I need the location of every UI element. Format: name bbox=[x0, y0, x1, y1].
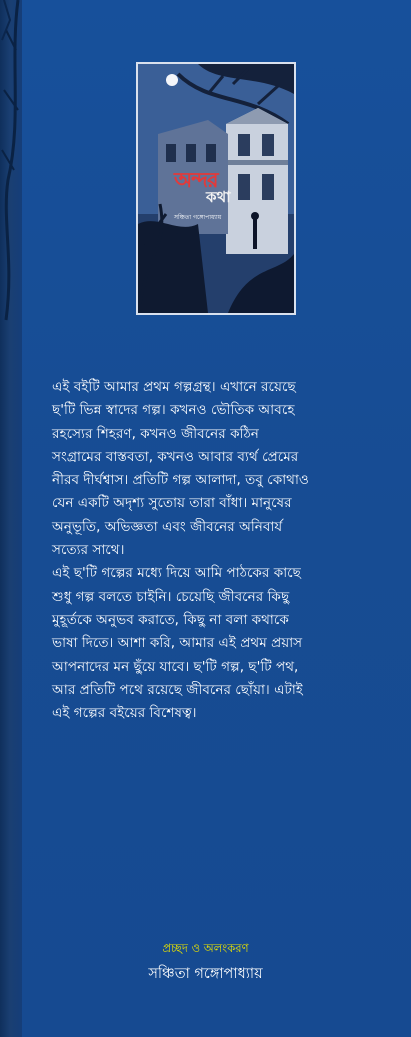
branch-decoration bbox=[0, 0, 22, 1037]
cover-thumbnail bbox=[136, 62, 296, 315]
cover-subtitle: কথা bbox=[206, 188, 231, 206]
cover-author: সঞ্চিতা গঙ্গোপাধ্যায় bbox=[174, 214, 222, 221]
cover-credit-label: প্রচ্ছদ ও অলংকরণ bbox=[162, 941, 249, 955]
spine-fold-strip bbox=[0, 0, 22, 1037]
blurb-text bbox=[52, 376, 382, 725]
cover-title: অন্দর bbox=[174, 167, 218, 192]
blurb-paragraph-2: এই ছ'টি গল্পের মধ্যে দিয়ে আমি পাঠকের কাছে শুধু গল্প বলতে চাইনি। চেয়েছি জীবনের কিছু মুহূর্তকে অনুভব করাতে, কিছু না বলা কথাকে ভাষা দিতে। আশা করি, আমার এই প্রথম প্রয়াস আপনাদের মন ছুঁয়ে যাবে। ছ'টি গল্প, ছ'টি পথ, আর প্রতিটি পথে রয়েছে জীবনের ছোঁয়া। এটাই এই গল্পের বইয়ের বিশেষত্ব। bbox=[52, 565, 303, 722]
blurb-paragraph-1: এই বইটি আমার প্রথম গল্পগ্রন্থ। এখানে রয়েছে ছ'টি ভিন্ন স্বাদের গল্প। কখনও ভৌতিক আবহে রহস্যের শিহরণ, কখনও জীবনের কঠিন সংগ্রামের বাস্তবতা, কখনও আবার ব্যর্থ প্রেমের নীরব দীর্ঘশ্বাস। প্রতিটি গল্প আলাদা, তবু কোথাও যেন একটি অদৃশ্য সুতোয় তারা বাঁধা। মানুষের অনুভূতি, অভিজ্ঞতা এবং জীবনের অনিবার্য সত্যের সাথে। bbox=[52, 379, 309, 559]
cover-credit-name: সঞ্চিতা গঙ্গোপাধ্যায় bbox=[148, 966, 263, 982]
